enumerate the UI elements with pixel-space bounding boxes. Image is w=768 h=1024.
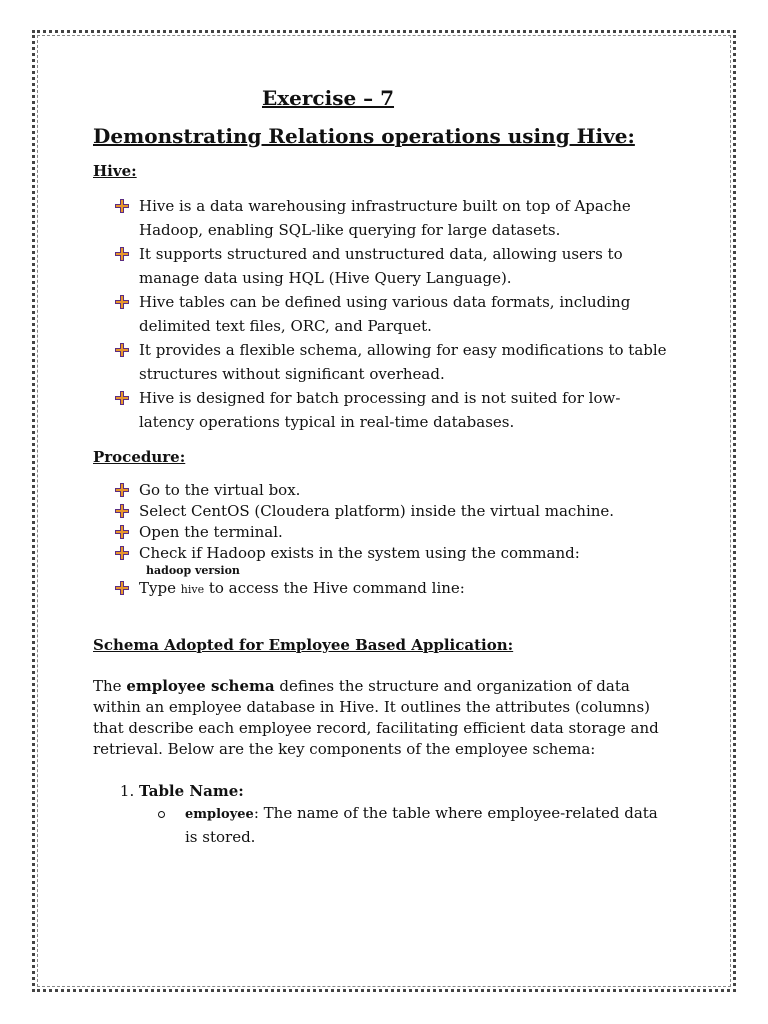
document-content — [93, 86, 673, 848]
plus-bullet-icon — [115, 295, 129, 309]
spacer — [93, 614, 673, 636]
list-item — [115, 290, 673, 338]
list-item-text: Check if Hadoop exists in the system using the command: — [139, 544, 580, 562]
plus-bullet-icon — [115, 546, 129, 560]
table-name-colon: : — [238, 782, 244, 800]
list-item — [115, 338, 673, 386]
schema-components-list — [93, 780, 673, 848]
main-heading: Demonstrating Relations operations using Hive: — [93, 124, 635, 148]
circle-bullet-icon — [158, 811, 165, 818]
list-item-text: It supports structured and unstructured data, allowing users to manage data using HQL (Hive Query Language). — [139, 245, 623, 287]
list-item — [115, 194, 673, 242]
table-name-sub-list — [139, 802, 673, 848]
plus-bullet-icon — [115, 504, 129, 518]
list-item-text: Hive is a data warehousing infrastructure built on top of Apache Hadoop, enabling SQL-like querying for large datasets. — [139, 197, 631, 239]
hive-heading: Hive: — [93, 162, 137, 180]
list-item — [115, 480, 673, 501]
list-item — [185, 802, 673, 848]
table-name-value: employee — [185, 807, 254, 822]
schema-heading: Schema Adopted for Employee Based Application: — [93, 636, 514, 654]
plus-bullet-icon — [115, 199, 129, 213]
schema-intro-paragraph — [93, 676, 673, 760]
list-item — [115, 386, 673, 434]
plus-bullet-icon — [115, 343, 129, 357]
type-prefix: Type — [139, 579, 176, 597]
intro-prefix: The — [93, 677, 122, 695]
list-item — [115, 501, 673, 522]
hive-command: hive — [180, 583, 205, 596]
plus-bullet-icon — [115, 581, 129, 595]
list-item — [115, 242, 673, 290]
plus-bullet-icon — [115, 247, 129, 261]
procedure-list — [93, 480, 673, 600]
plus-bullet-icon — [115, 391, 129, 405]
plus-bullet-icon — [115, 483, 129, 497]
table-name-description: : The name of the table where employee-related data is stored. — [185, 804, 658, 846]
intro-bold-term: employee schema — [126, 677, 275, 695]
plus-bullet-icon — [115, 525, 129, 539]
hadoop-version-command: hadoop version — [146, 564, 240, 577]
intro-text: defines the structure and organization of data within an employee database in Hive. It outlines the attributes (columns) that describe each employee record, facilitating efficient data storage and retrieval. Below are the key components of the employee schema: — [93, 677, 659, 758]
list-item-text: Select CentOS (Cloudera platform) inside the virtual machine. — [139, 502, 615, 520]
procedure-heading: Procedure: — [93, 448, 186, 466]
list-item — [115, 543, 673, 578]
type-suffix: to access the Hive command line: — [208, 579, 465, 597]
exercise-title: Exercise – 7 — [261, 86, 395, 110]
table-name-label: Table Name — [139, 782, 239, 800]
hive-bullet-list — [93, 194, 673, 434]
list-item-text: Go to the virtual box. — [139, 481, 301, 499]
list-item-text: Hive tables can be defined using various data formats, including delimited text files, ORC, and Parquet. — [139, 293, 631, 335]
list-item — [115, 578, 673, 600]
list-item — [139, 780, 673, 848]
list-item-text: Hive is designed for batch processing and is not suited for low-latency operations typical in real-time databases. — [139, 389, 621, 431]
list-item-text: It provides a flexible schema, allowing for easy modifications to table structures without significant overhead. — [139, 341, 667, 383]
list-item-text: Open the terminal. — [139, 523, 283, 541]
list-item — [115, 522, 673, 543]
